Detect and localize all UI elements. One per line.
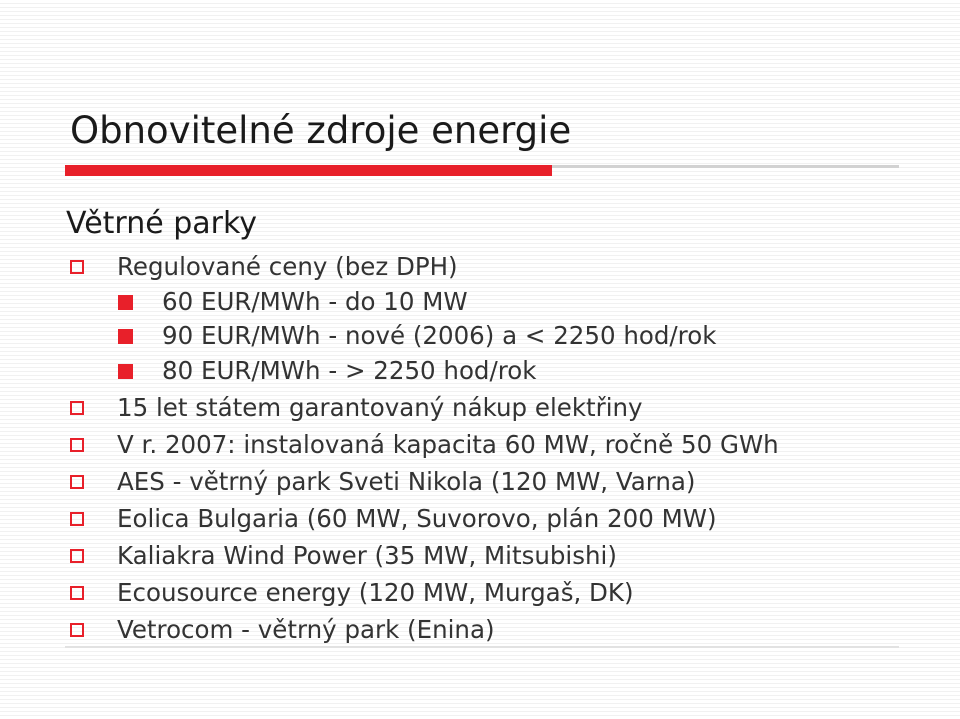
list-item-text: 80 EUR/MWh - > 2250 hod/rok xyxy=(162,356,537,385)
hollow-square-bullet-icon xyxy=(70,623,84,637)
hollow-square-bullet-icon xyxy=(70,260,84,274)
list-item-text: Ecousource energy (120 MW, Murgaš, DK) xyxy=(117,578,634,607)
hollow-square-bullet-icon xyxy=(70,438,84,452)
list-item-text: Vetrocom - větrný park (Enina) xyxy=(117,615,495,644)
hollow-square-bullet-icon xyxy=(70,512,84,526)
list-item-text: Kaliakra Wind Power (35 MW, Mitsubishi) xyxy=(117,541,617,570)
list-item-text: Eolica Bulgaria (60 MW, Suvorovo, plán 200 MW) xyxy=(117,504,717,533)
hollow-square-bullet-icon xyxy=(70,549,84,563)
title-underline-accent xyxy=(65,165,552,176)
list-item-text: 60 EUR/MWh - do 10 MW xyxy=(162,287,468,316)
list-item-text: 15 let státem garantovaný nákup elektřiny xyxy=(117,393,643,422)
list-item-text: Regulované ceny (bez DPH) xyxy=(117,252,458,281)
solid-square-bullet-icon xyxy=(118,364,133,379)
slide-title: Obnovitelné zdroje energie xyxy=(70,109,572,152)
title-underline-rule xyxy=(552,165,899,168)
section-heading: Větrné parky xyxy=(66,206,258,241)
list-item-text: V r. 2007: instalovaná kapacita 60 MW, ročně 50 GWh xyxy=(117,430,779,459)
hollow-square-bullet-icon xyxy=(70,401,84,415)
solid-square-bullet-icon xyxy=(118,329,133,344)
hollow-square-bullet-icon xyxy=(70,586,84,600)
hollow-square-bullet-icon xyxy=(70,475,84,489)
list-item-text: 90 EUR/MWh - nové (2006) a < 2250 hod/rok xyxy=(162,321,717,350)
list-item-text: AES - větrný park Sveti Nikola (120 MW, Varna) xyxy=(117,467,696,496)
bottom-divider xyxy=(65,646,899,648)
solid-square-bullet-icon xyxy=(118,295,133,310)
